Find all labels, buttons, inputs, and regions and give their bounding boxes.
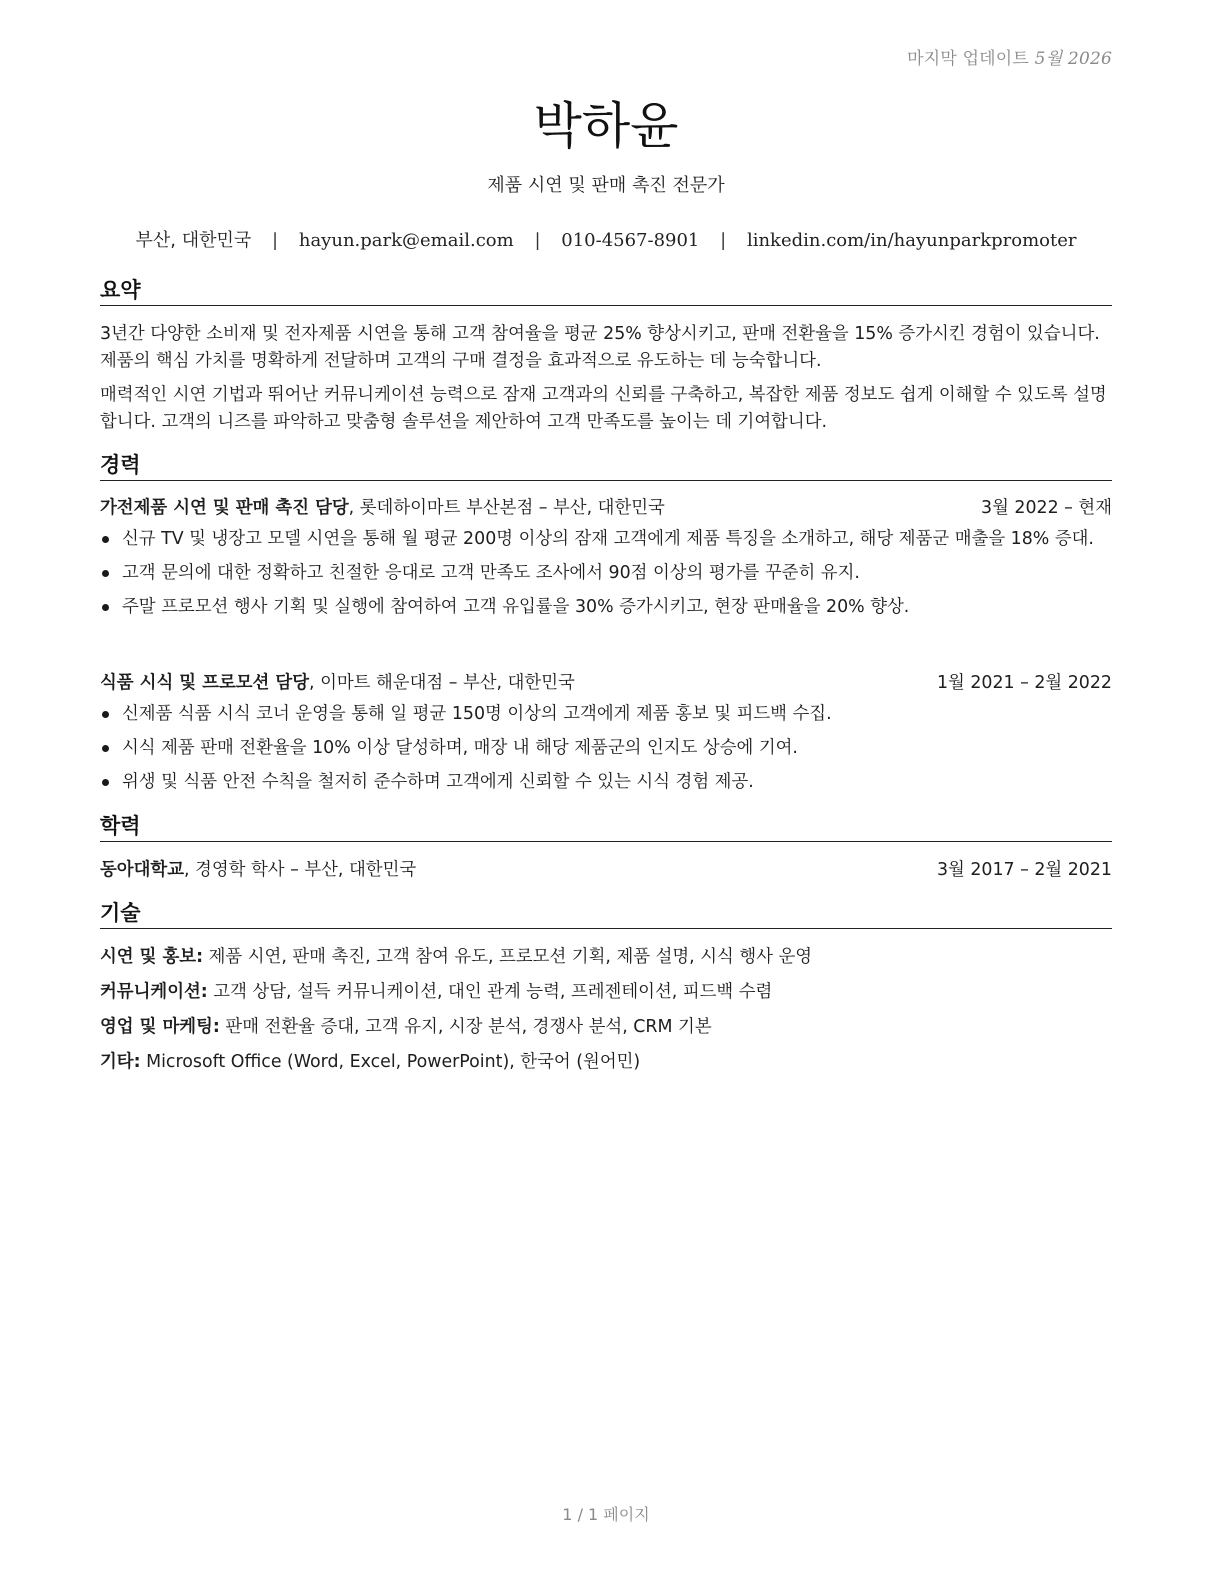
skill-value: 고객 상담, 설득 커뮤니케이션, 대인 관계 능력, 프레젠테이션, 피드백 수렴 bbox=[207, 982, 773, 1002]
skill-value: Microsoft Office (Word, Excel, PowerPoint), 한국어 (원어민) bbox=[140, 1052, 641, 1072]
job-bullets bbox=[100, 526, 1112, 628]
contact-phone: 010-4567-8901 bbox=[561, 230, 700, 251]
skill-label: 시연 및 홍보: bbox=[100, 947, 204, 967]
bullet-text: 고객 문의에 대한 정확하고 친절한 응대로 고객 만족도 조사에서 90점 이상의 평가를 꾸준히 유지. bbox=[122, 563, 860, 583]
job-org: , 롯데하이마트 부산본점 – 부산, 대한민국 bbox=[348, 498, 665, 518]
page-number: 1 / 1 페이지 bbox=[562, 1505, 650, 1524]
job-bullet bbox=[100, 769, 1112, 795]
education-entry bbox=[100, 857, 1112, 883]
bullet-text: 위생 및 식품 안전 수칙을 철저히 준수하며 고객에게 신뢰할 수 있는 시식 경험 제공. bbox=[122, 772, 754, 792]
contact-separator: | bbox=[272, 230, 279, 251]
job-role: 식품 시식 및 프로모션 담당 bbox=[100, 673, 310, 693]
bullet-dot bbox=[102, 779, 109, 786]
contact-line bbox=[100, 226, 1112, 252]
contact-separator: | bbox=[720, 230, 727, 251]
job-dates: 1월 2021 – 2월 2022 bbox=[936, 673, 1112, 693]
skill-value: 판매 전환율 증대, 고객 유지, 시장 분석, 경쟁사 분석, CRM 기본 bbox=[219, 1017, 712, 1037]
job-dates: 3월 2022 – 현재 bbox=[981, 498, 1112, 518]
contact-location: 부산, 대한민국 bbox=[135, 230, 252, 251]
job-org: , 이마트 해운대점 – 부산, 대한민국 bbox=[309, 673, 575, 693]
contact-email[interactable]: hayun.park@email.com bbox=[298, 230, 514, 251]
bullet-dot bbox=[102, 570, 109, 577]
job-bullet bbox=[100, 735, 1112, 761]
skill-label: 영업 및 마케팅: bbox=[100, 1017, 220, 1037]
job-bullet bbox=[100, 526, 1112, 552]
job-header bbox=[100, 670, 1112, 696]
bullet-text: 시식 제품 판매 전환율을 10% 이상 달성하며, 매장 내 해당 제품군의 인지도 상승에 기여. bbox=[122, 738, 798, 758]
last-updated-prefix: 마지막 업데이트 bbox=[907, 49, 1030, 69]
skill-label: 커뮤니케이션: bbox=[100, 982, 208, 1002]
contact-linkedin[interactable]: linkedin.com/in/hayunparkpromoter bbox=[746, 230, 1077, 251]
section-title-education: 학력 bbox=[100, 813, 1112, 842]
skill-value: 제품 시연, 판매 촉진, 고객 참여 유도, 프로모션 기획, 제품 설명, 시식 행사 운영 bbox=[203, 947, 813, 967]
skill-label: 기타: bbox=[100, 1052, 141, 1072]
summary-paragraph: 3년간 다양한 소비재 및 전자제품 시연을 통해 고객 참여율을 평균 25% 향상시키고, 판매 전환율을 15% 증가시킨 경험이 있습니다. 제품의 핵심 가치를 명확하게 전달하며 고객의 구매 결정을 효과적으로 유도하는 데 능숙합니다. bbox=[100, 324, 1100, 371]
last-updated bbox=[907, 44, 1112, 69]
skill-line bbox=[100, 1014, 1112, 1040]
job-bullet bbox=[100, 701, 1112, 727]
section-title-skills: 기술 bbox=[100, 900, 1112, 929]
job-role: 가전제품 시연 및 판매 촉진 담당 bbox=[100, 498, 349, 518]
education-school: 동아대학교 bbox=[100, 860, 184, 880]
skill-line bbox=[100, 1049, 1112, 1075]
job-bullets bbox=[100, 701, 1112, 803]
last-updated-year: 2026 bbox=[1067, 49, 1112, 69]
bullet-text: 신규 TV 및 냉장고 모델 시연을 통해 월 평균 200명 이상의 잠재 고객에게 제품 특징을 소개하고, 해당 제품군 매출을 18% 증대. bbox=[122, 529, 1094, 549]
bullet-text: 주말 프로모션 행사 기획 및 실행에 참여하여 고객 유입률을 30% 증가시키고, 현장 판매율을 20% 향상. bbox=[122, 597, 910, 617]
resume-page bbox=[100, 0, 1112, 1584]
education-detail: , 경영학 학사 – 부산, 대한민국 bbox=[184, 860, 417, 880]
contact-separator: | bbox=[534, 230, 541, 251]
bullet-text: 신제품 식품 시식 코너 운영을 통해 일 평균 150명 이상의 고객에게 제품 홍보 및 피드백 수집. bbox=[122, 704, 832, 724]
candidate-headline: 제품 시연 및 판매 촉진 전문가 bbox=[487, 175, 725, 196]
summary-paragraph: 매력적인 시연 기법과 뛰어난 커뮤니케이션 능력으로 잠재 고객과의 신뢰를 구축하고, 복잡한 제품 정보도 쉽게 이해할 수 있도록 설명합니다. 고객의 니즈를 파악하고 맞춤형 솔루션을 제안하여 고객 만족도를 높이는 데 기여합니다. bbox=[100, 385, 1107, 432]
skill-line bbox=[100, 944, 1112, 970]
candidate-name: 박하윤 bbox=[533, 97, 679, 155]
bullet-dot bbox=[102, 711, 109, 718]
job-bullet bbox=[100, 594, 1112, 620]
education-dates: 3월 2017 – 2월 2021 bbox=[936, 860, 1112, 880]
bullet-dot bbox=[102, 604, 109, 611]
job-bullet bbox=[100, 560, 1112, 586]
last-updated-month: 5월 bbox=[1034, 49, 1063, 69]
bullet-dot bbox=[102, 745, 109, 752]
bullet-dot bbox=[102, 536, 109, 543]
skill-line bbox=[100, 979, 1112, 1005]
job-header bbox=[100, 495, 1112, 521]
section-title-summary: 요약 bbox=[100, 277, 1112, 306]
section-title-experience: 경력 bbox=[100, 452, 1112, 481]
